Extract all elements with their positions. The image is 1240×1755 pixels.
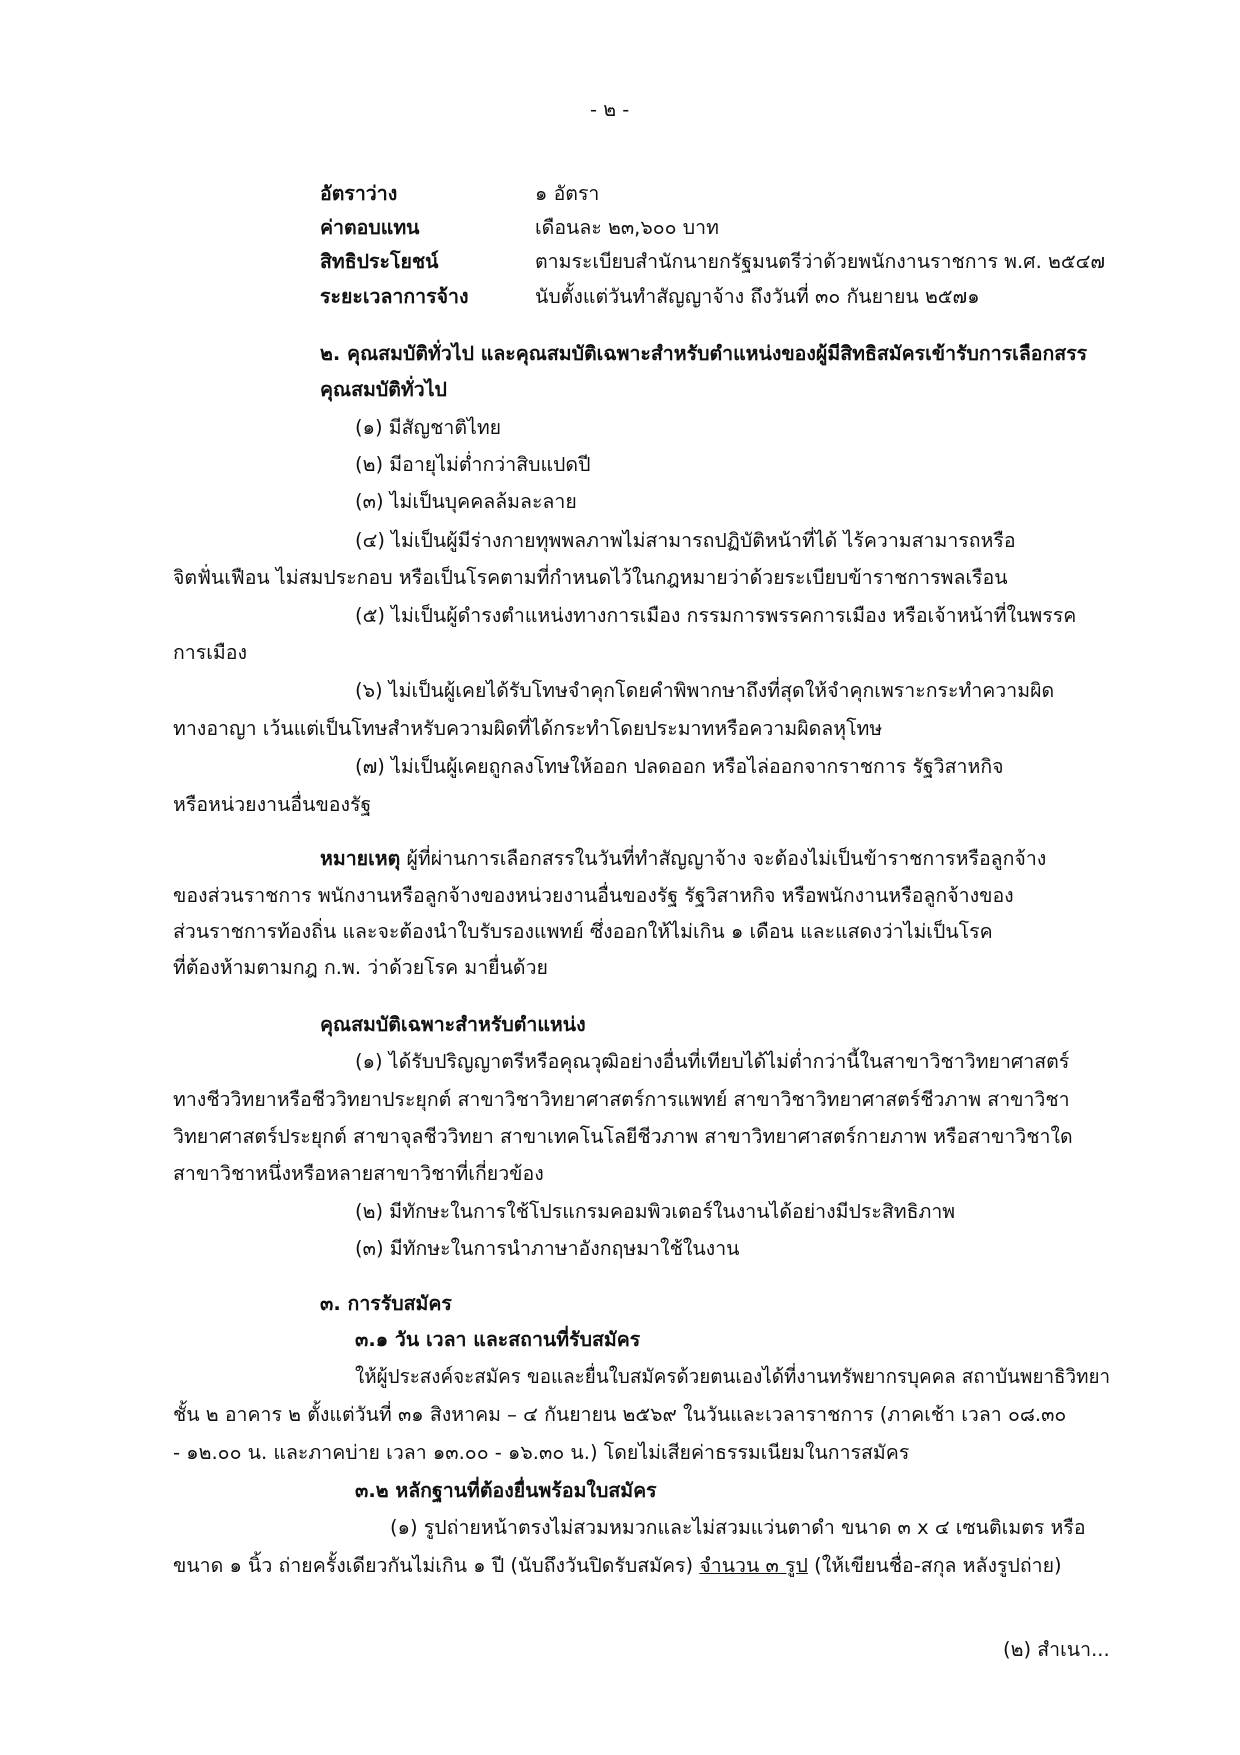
section3-2-line-1: (๑) รูปถ่ายหน้าตรงไม่สวมหมวกและไม่สวมแว่นตาดำ ขนาด ๓ x ๔ เซนติเมตร หรือ bbox=[390, 1516, 1086, 1539]
specific-item-1: (๑) ได้รับปริญญาตรีหรือคุณวุฒิอย่างอื่นที่เทียบได้ไม่ต่ำกว่านี้ในสาขาวิชาวิทยาศาสตร์ bbox=[355, 1050, 1070, 1073]
specific-item-1-cont-2: วิทยาศาสตร์ประยุกต์ สาขาจุลชีววิทยา สาขาเทคโนโลยีชีวภาพ สาขาวิทยาศาสตร์กายภาพ หรือสาขาวิชาใด bbox=[173, 1125, 1073, 1148]
label-compensation: ค่าตอบแทน bbox=[320, 216, 420, 239]
note-line-1: หมายเหตุ ผู้ที่ผ่านการเลือกสรรในวันที่ทำสัญญาจ้าง จะต้องไม่เป็นข้าราชการหรือลูกจ้าง bbox=[320, 847, 1047, 870]
page-number: - ๒ - bbox=[590, 98, 630, 121]
section3-1-heading: ๓.๑ วัน เวลา และสถานที่รับสมัคร bbox=[355, 1328, 641, 1351]
general-item-4-cont: จิตฟั่นเฟือน ไม่สมประกอบ หรือเป็นโรคตามที่กำหนดไว้ในกฎหมายว่าด้วยระเบียบข้าราชการพลเรือน bbox=[173, 566, 1008, 589]
specific-qualifications-heading: คุณสมบัติเฉพาะสำหรับตำแหน่ง bbox=[320, 1013, 586, 1036]
value-compensation: เดือนละ ๒๓,๖๐๐ บาท bbox=[535, 216, 719, 239]
section3-2-heading: ๓.๒ หลักฐานที่ต้องยื่นพร้อมใบสมัคร bbox=[355, 1479, 657, 1502]
general-item-5: (๕) ไม่เป็นผู้ดำรงตำแหน่งทางการเมือง กรรมการพรรคการเมือง หรือเจ้าหน้าที่ในพรรค bbox=[355, 604, 1077, 627]
specific-item-2: (๒) มีทักษะในการใช้โปรแกรมคอมพิวเตอร์ในงานได้อย่างมีประสิทธิภาพ bbox=[355, 1200, 956, 1223]
note-label: หมายเหตุ bbox=[320, 847, 401, 870]
note-line-4: ที่ต้องห้ามตามกฎ ก.พ. ว่าด้วยโรค มายื่นด้วย bbox=[173, 956, 548, 979]
value-employment-period: นับตั้งแต่วันทำสัญญาจ้าง ถึงวันที่ ๓๐ กันยายน ๒๕๗๑ bbox=[535, 285, 980, 308]
section2-heading: ๒. คุณสมบัติทั่วไป และคุณสมบัติเฉพาะสำหรับตำแหน่งของผู้มีสิทธิสมัครเข้ารับการเลือกสรร bbox=[320, 342, 1088, 365]
note-line-3: ส่วนราชการท้องถิ่น และจะต้องนำใบรับรองแพทย์ ซึ่งออกให้ไม่เกิน ๑ เดือน และแสดงว่าไม่เป็นโรค bbox=[173, 920, 993, 943]
label-benefits: สิทธิประโยชน์ bbox=[320, 250, 439, 273]
continuation-marker: (๒) สำเนา... bbox=[1003, 1638, 1110, 1661]
section3-1-line-3: - ๑๒.๐๐ น. และภาคบ่าย เวลา ๑๓.๐๐ - ๑๖.๓๐ น.) โดยไม่เสียค่าธรรมเนียมในการสมัคร bbox=[173, 1441, 910, 1464]
general-item-7-cont: หรือหน่วยงานอื่นของรัฐ bbox=[173, 793, 372, 816]
section3-2-line-2: ขนาด ๑ นิ้ว ถ่ายครั้งเดียวกันไม่เกิน ๑ ปี (นับถึงวันปิดรับสมัคร) จำนวน ๓ รูป (ให้เขียนชื่อ-สกุล หลังรูปถ่าย) bbox=[173, 1554, 1062, 1577]
general-item-5-cont: การเมือง bbox=[173, 641, 247, 664]
general-item-3: (๓) ไม่เป็นบุคคลล้มละลาย bbox=[355, 490, 577, 513]
general-item-6: (๖) ไม่เป็นผู้เคยได้รับโทษจำคุกโดยคำพิพากษาถึงที่สุดให้จำคุกเพราะกระทำความผิด bbox=[355, 679, 1055, 702]
general-item-7: (๗) ไม่เป็นผู้เคยถูกลงโทษให้ออก ปลดออก หรือไล่ออกจากราชการ รัฐวิสาหกิจ bbox=[355, 755, 1004, 778]
section3-1-line-2: ชั้น ๒ อาคาร ๒ ตั้งแต่วันที่ ๓๑ สิงหาคม – ๔ กันยายน ๒๕๖๙ ในวันและเวลาราชการ (ภาคเช้า เวลา ๐๘.๓๐ bbox=[173, 1403, 1067, 1426]
value-vacancy: ๑ อัตรา bbox=[535, 182, 600, 205]
label-vacancy: อัตราว่าง bbox=[320, 182, 398, 205]
general-item-6-cont: ทางอาญา เว้นแต่เป็นโทษสำหรับความผิดที่ได้กระทำโดยประมาทหรือความผิดลหุโทษ bbox=[173, 717, 883, 740]
value-benefits: ตามระเบียบสำนักนายกรัฐมนตรีว่าด้วยพนักงานราชการ พ.ศ. ๒๕๔๗ bbox=[535, 250, 1105, 273]
general-qualifications-heading: คุณสมบัติทั่วไป bbox=[320, 378, 447, 401]
specific-item-1-cont-3: สาขาวิชาหนึ่งหรือหลายสาขาวิชาที่เกี่ยวข้อง bbox=[173, 1162, 544, 1185]
label-employment-period: ระยะเวลาการจ้าง bbox=[320, 285, 469, 308]
general-item-2: (๒) มีอายุไม่ต่ำกว่าสิบแปดปี bbox=[355, 453, 591, 476]
section3-1-line-1: ให้ผู้ประสงค์จะสมัคร ขอและยื่นใบสมัครด้วยตนเองได้ที่งานทรัพยากรบุคคล สถาบันพยาธิวิทยา bbox=[355, 1365, 1111, 1388]
general-item-4: (๔) ไม่เป็นผู้มีร่างกายทุพพลภาพไม่สามารถปฏิบัติหน้าที่ได้ ไร้ความสามารถหรือ bbox=[355, 529, 1016, 552]
photo-count: จำนวน ๓ รูป bbox=[699, 1554, 808, 1577]
specific-item-3: (๓) มีทักษะในการนำภาษาอังกฤษมาใช้ในงาน bbox=[355, 1237, 740, 1260]
specific-item-1-cont-1: ทางชีววิทยาหรือชีววิทยาประยุกต์ สาขาวิชาวิทยาศาสตร์การแพทย์ สาขาวิชาวิทยาศาสตร์ชีวภาพ สาขาวิชา bbox=[173, 1088, 1070, 1111]
section3-heading: ๓. การรับสมัคร bbox=[320, 1292, 452, 1315]
general-item-1: (๑) มีสัญชาติไทย bbox=[355, 416, 502, 439]
note-line-2: ของส่วนราชการ พนักงานหรือลูกจ้างของหน่วยงานอื่นของรัฐ รัฐวิสาหกิจ หรือพนักงานหรือลูกจ้างของ bbox=[173, 884, 1014, 907]
